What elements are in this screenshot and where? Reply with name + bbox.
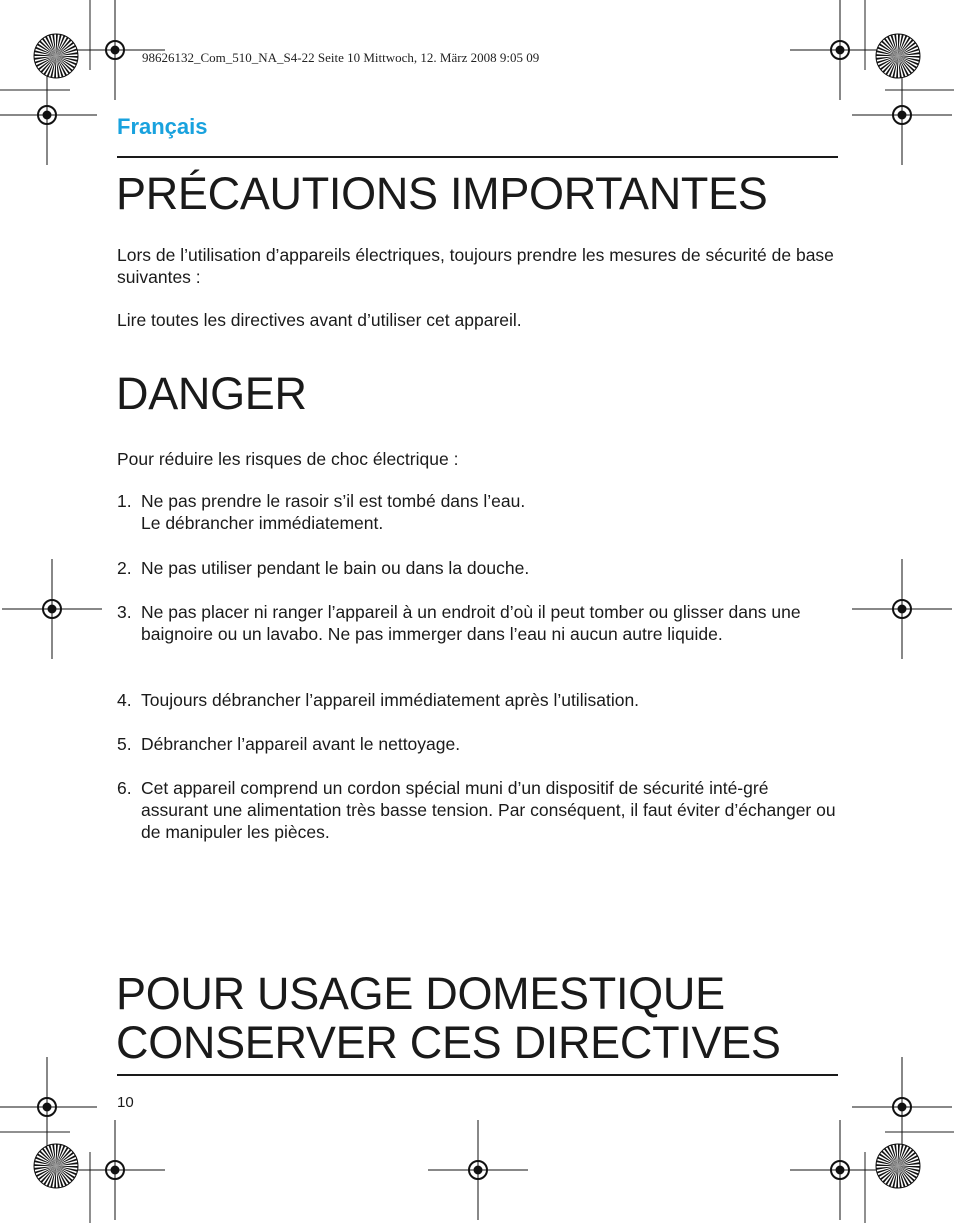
list-item [117,733,837,755]
list-number: 1. [117,491,132,511]
list-text: Débrancher l’appareil avant le nettoyage. [141,734,461,754]
registration-crosshair-icon [790,0,890,100]
list-number: 5. [117,734,132,754]
section-title-danger: DANGER [116,368,307,419]
language-label: Français [117,114,208,139]
closing-title-line1: POUR USAGE DOMESTIQUE [116,968,725,1019]
list-item [117,777,837,843]
registration-crosshair-icon [2,559,102,659]
list-text: Ne pas utiliser pendant le bain ou dans la douche. [141,558,530,578]
list-item [117,601,837,645]
closing-title-line2: CONSERVER CES DIRECTIVES [116,1017,781,1068]
list-text: Ne pas placer ni ranger l’appareil à un endroit d’où il peut tomber ou glisser dans une baignoire ou un lavabo. Ne pas immerger dans l’eau ni aucun autre liquide. [141,602,801,644]
registration-crosshair-icon [0,1057,97,1157]
print-slug: 98626132_Com_510_NA_S4-22 Seite 10 Mittwoch, 12. März 2008 9:05 09 [142,50,540,65]
list-number: 3. [117,602,132,622]
registration-crosshair-icon [65,1120,165,1220]
section-title-precautions: PRÉCAUTIONS IMPORTANTES [116,168,768,219]
registration-starburst-icon [876,34,920,78]
list-number: 4. [117,690,132,710]
list-item [117,557,837,579]
list-item [117,689,837,711]
list-text: Cet appareil comprend un cordon spécial muni d’un dispositif de sécurité inté-gré assurant une alimentation très basse tension. Par conséquent, il faut éviter d’échanger ou de manipuler les pièces. [141,778,836,842]
intro-paragraph: Lors de l’utilisation d’appareils électriques, toujours prendre les mesures de sécurité de base suivantes : [117,245,834,287]
list-item [117,490,837,534]
registration-crosshair-icon [428,1120,528,1220]
registration-crosshair-icon [852,1057,952,1157]
registration-starburst-icon [34,34,78,78]
bottom-divider [117,1074,838,1076]
top-divider [117,156,838,158]
registration-crosshair-icon [790,1120,890,1220]
list-number: 2. [117,558,132,578]
danger-intro: Pour réduire les risques de choc électrique : [117,449,459,469]
read-directives-paragraph: Lire toutes les directives avant d’utiliser cet appareil. [117,310,522,330]
page-number: 10 [117,1094,134,1111]
registration-starburst-icon [34,1144,78,1188]
registration-starburst-icon [876,1144,920,1188]
list-text: Ne pas prendre le rasoir s’il est tombé dans l’eau. Le débrancher immédiatement. [141,491,526,533]
list-number: 6. [117,778,132,798]
registration-crosshair-icon [852,559,952,659]
registration-crosshair-icon [0,65,97,165]
registration-crosshair-icon [852,65,952,165]
list-text: Toujours débrancher l’appareil immédiatement après l’utilisation. [141,690,640,710]
